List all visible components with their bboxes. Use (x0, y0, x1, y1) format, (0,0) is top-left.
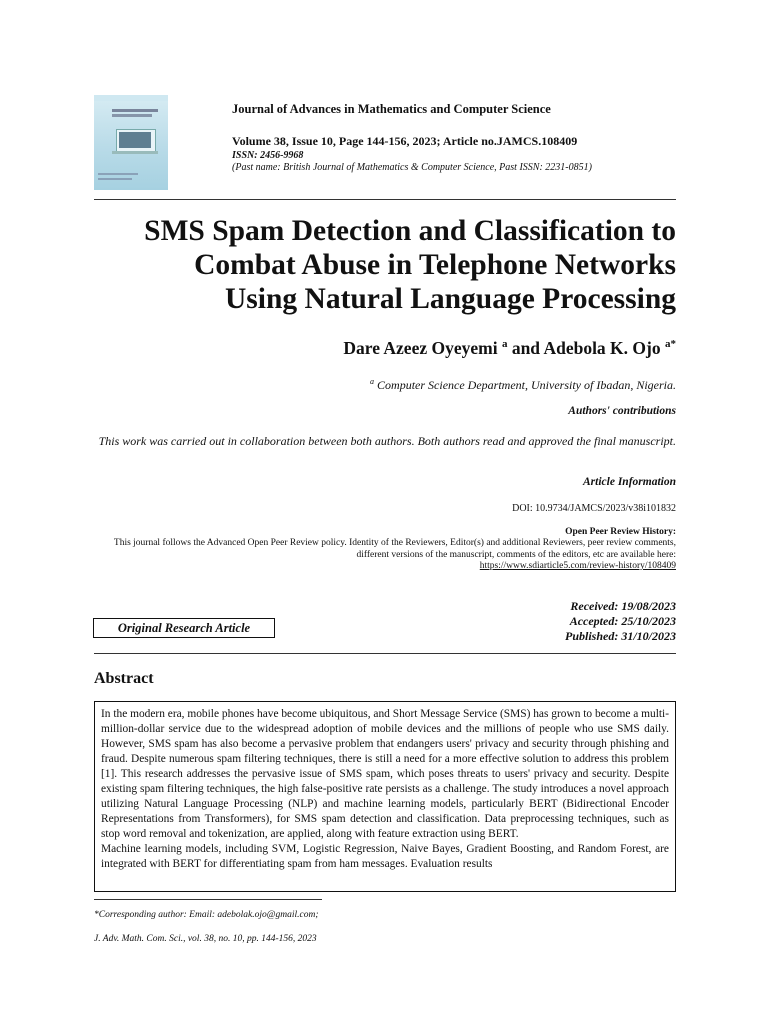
article-info-heading: Article Information (583, 476, 676, 488)
journal-cover-image (94, 95, 168, 190)
abstract-top-rule (94, 653, 676, 654)
published-date: Published: 31/10/2023 (564, 629, 676, 643)
affiliation-text: Computer Science Department, University of Ibadan, Nigeria. (374, 378, 676, 392)
publication-dates (460, 599, 676, 644)
title-line-3: Using Natural Language Processing (225, 283, 676, 315)
citation-line: J. Adv. Math. Com. Sci., vol. 38, no. 10, pp. 144-156, 2023 (94, 934, 317, 944)
abstract-paragraph-1: In the modern era, mobile phones have become ubiquitous, and Short Message Service (SMS) has grown to become a multi-million-dollar service due to the widespread adoption of mobile devices and the millions of people who use SMS daily. However, SMS spam has also become a pervasive problem that endangers users' privacy and security through phishing and fraud. Despite numerous spam filtering techniques, there is still a need for a more effective solution to address this problem [1]. This research addresses the pervasive issue of SMS spam, which poses threats to users' privacy and security. Despite existing spam filtering techniques, the high false-positive rate persists as a challenge. The study introduces a novel approach utilizing Natural Language Processing (NLP) and machine learning models, particularly BERT (Bidirectional Encoder Representations from Transformers), for SMS spam detection and classification. Data preprocessing techniques, such as stop word removal and tokenization, are applied, along with feature extraction using BERT. (101, 708, 669, 840)
abstract-paragraph-2: Machine learning models, including SVM, Logistic Regression, Naive Bayes, Gradient Boosting, and Random Forest, are integrated with BERT for differentiating spam from ham messages. Evaluation results (101, 843, 669, 870)
accepted-date: Accepted: 25/10/2023 (569, 614, 676, 628)
author-connector: and (507, 338, 544, 358)
contributions-text: This work was carried out in collaboration between both authors. Both authors read and approved the final manuscript. (98, 434, 676, 448)
corresponding-author: *Corresponding author: Email: adebolak.ojo@gmail.com; (94, 910, 319, 920)
abstract-box (94, 701, 676, 892)
review-history-text: This journal follows the Advanced Open Peer Review policy. Identity of the Reviewers, Editor(s) and additional Reviewers, peer review comments, different versions of the manuscript, comments of the editors, etc are available here: (113, 538, 676, 560)
author-list (94, 338, 676, 359)
author-1-affiliation-mark: a (501, 338, 508, 351)
past-name: (Past name: British Journal of Mathematics & Computer Science, Past ISSN: 2231-0851) (232, 162, 592, 173)
volume-line: Volume 38, Issue 10, Page 144-156, 2023; Article no.JAMCS.108409 (232, 134, 578, 148)
doi: DOI: 10.9734/JAMCS/2023/v38i101832 (512, 503, 676, 514)
received-date: Received: 19/08/2023 (570, 599, 676, 613)
author-1: Dare Azeez Oyeyemi (343, 338, 498, 358)
review-history-link-line (94, 561, 676, 571)
review-history-link[interactable]: https://www.sdiarticle5.com/review-history/108409 (479, 561, 676, 571)
header-rule (94, 199, 676, 200)
issn: ISSN: 2456-9968 (232, 150, 304, 161)
contributions-heading: Authors' contributions (568, 405, 676, 417)
review-history-heading: Open Peer Review History: (565, 527, 676, 537)
affiliation-mark: a (370, 377, 375, 386)
footnote-rule (94, 899, 322, 900)
author-2: Adebola K. Ojo (543, 338, 661, 358)
abstract-heading: Abstract (94, 670, 154, 687)
title-line-1: SMS Spam Detection and Classification to (144, 215, 676, 247)
paper-title (94, 214, 676, 316)
journal-name: Journal of Advances in Mathematics and Computer Science (232, 102, 551, 116)
title-line-2: Combat Abuse in Telephone Networks (194, 249, 676, 281)
author-2-affiliation-mark: a* (665, 338, 676, 351)
article-type-badge: Original Research Article (93, 618, 275, 638)
affiliation (94, 377, 676, 393)
